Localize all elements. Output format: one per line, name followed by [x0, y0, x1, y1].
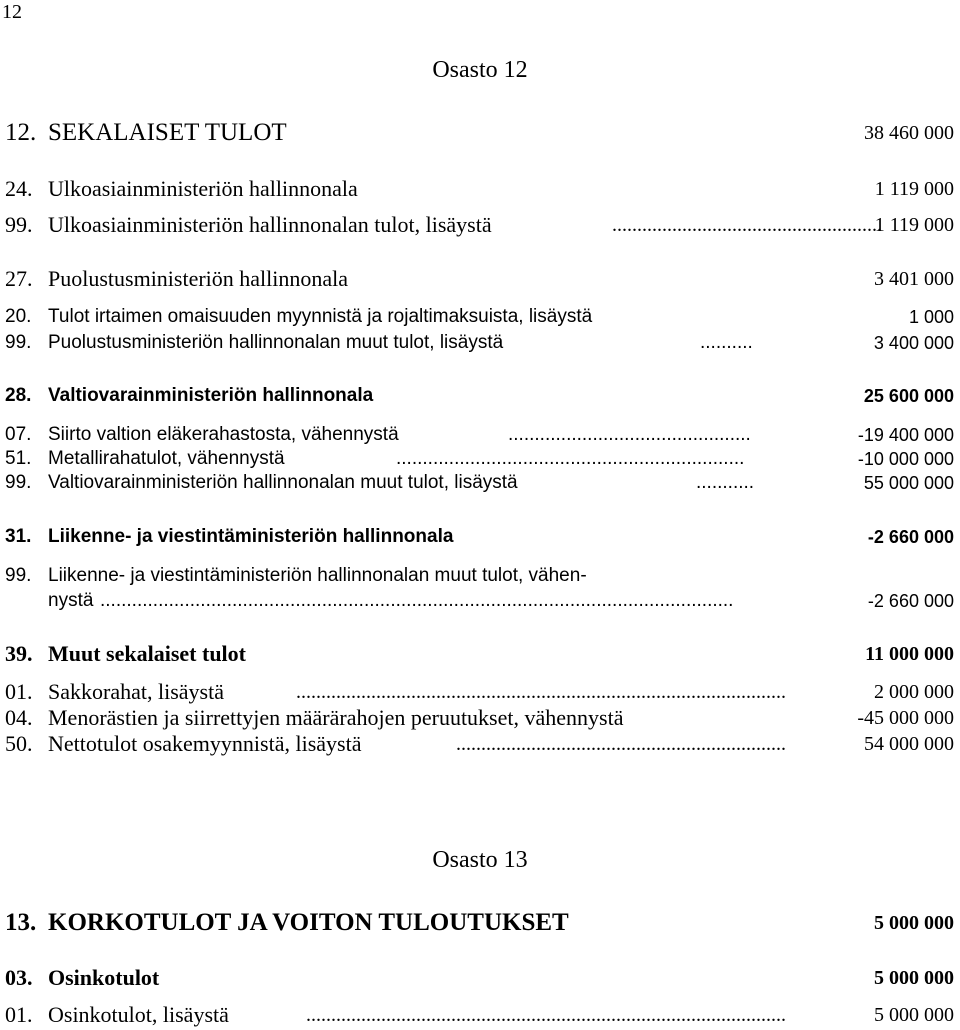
group-number: 27.: [5, 266, 33, 291]
item-label: Valtiovarainministeriön hallinnonalan muut tulot, lisäystä: [48, 472, 518, 493]
item-label: Metallirahatulot, vähennystä: [48, 448, 285, 469]
leader-dots: ......................................................: [612, 214, 882, 236]
item-row: [0, 212, 960, 238]
group-row: [0, 965, 960, 991]
item-amount: -19 400 000: [857, 425, 954, 445]
main-title-label: SEKALAISET TULOT: [48, 119, 287, 146]
item-number: 50.: [5, 731, 33, 756]
leader-dots: ..................................................................: [456, 733, 786, 755]
group-amount: 1 119 000: [874, 178, 954, 200]
group-number: 31.: [5, 526, 32, 547]
item-amount: 5 000 000: [874, 1004, 954, 1026]
group-row: [0, 524, 960, 550]
item-amount: 1 000: [908, 307, 954, 327]
item-row: [0, 446, 960, 472]
leader-dots: ..................................................................: [396, 448, 745, 469]
item-label: Nettotulot osakemyynnistä, lisäystä: [48, 731, 362, 756]
item-amount: -45 000 000: [857, 707, 954, 729]
group-label: Muut sekalaiset tulot: [48, 641, 246, 666]
leader-dots: ..............................................: [508, 424, 751, 445]
main-title-amount: 38 460 000: [864, 122, 954, 144]
main-title-row: [0, 910, 960, 936]
group-number: 39.: [5, 641, 33, 666]
item-label: Puolustusministeriön hallinnonalan muut tulot, lisäystä: [48, 332, 504, 353]
item-row: [0, 705, 960, 731]
item-row: [0, 330, 960, 356]
item-number: 99.: [5, 472, 32, 493]
item-label: Liikenne- ja viestintäministeriön hallinnonalan muut tulot, vähen-: [48, 565, 587, 586]
item-amount: -2 660 000: [867, 591, 954, 611]
group-label: Osinkotulot: [48, 965, 160, 990]
section-heading: Osasto 13: [432, 847, 528, 873]
leader-dots: ........................................................................................................................: [100, 590, 734, 611]
item-row: [0, 563, 960, 589]
leader-dots: ...........: [696, 472, 755, 493]
item-number: 20.: [5, 306, 32, 327]
main-title-label: KORKOTULOT JA VOITON TULOUTUKSET: [48, 909, 569, 936]
item-label: Menorästien ja siirrettyjen määrärahojen peruutukset, vähennystä: [48, 705, 624, 730]
item-row: [0, 731, 960, 757]
item-row: [0, 1002, 960, 1028]
item-number: 51.: [5, 448, 32, 469]
item-number: 99.: [5, 212, 33, 237]
leader-dots: ..................................................................................................: [296, 681, 786, 703]
item-number: 99.: [5, 565, 32, 586]
item-label: Osinkotulot, lisäystä: [48, 1002, 229, 1027]
item-number: 07.: [5, 424, 32, 445]
group-number: 28.: [5, 385, 32, 406]
main-title-number: 12.: [5, 119, 37, 146]
item-amount: 2 000 000: [874, 681, 954, 703]
group-row: [0, 266, 960, 292]
item-row: [0, 679, 960, 705]
item-amount: 54 000 000: [864, 733, 954, 755]
item-amount: 3 400 000: [873, 333, 954, 353]
section-heading: Osasto 12: [432, 57, 528, 83]
group-amount: 3 401 000: [874, 268, 954, 290]
group-number: 03.: [5, 965, 33, 990]
item-label: Tulot irtaimen omaisuuden myynnistä ja rojaltimaksuista, lisäystä: [48, 306, 593, 327]
item-label: Ulkoasiainministeriön hallinnonalan tulot, lisäystä: [48, 212, 492, 237]
leader-dots: ................................................................................................: [306, 1004, 786, 1026]
item-number: 04.: [5, 705, 33, 730]
group-label: Ulkoasiainministeriön hallinnonala: [48, 176, 358, 201]
item-row: [0, 304, 960, 330]
main-title-number: 13.: [5, 909, 37, 936]
group-amount: -2 660 000: [867, 527, 954, 547]
group-amount: 5 000 000: [874, 967, 954, 989]
group-label: Liikenne- ja viestintäministeriön hallinnonala: [48, 526, 454, 547]
group-label: Valtiovarainministeriön hallinnonala: [48, 385, 374, 406]
main-title-amount: 5 000 000: [874, 912, 954, 934]
group-row: [0, 641, 960, 667]
group-row: [0, 383, 960, 409]
item-amount: 1 119 000: [874, 214, 954, 236]
item-row: [0, 422, 960, 448]
item-row: [0, 470, 960, 496]
item-number: 01.: [5, 1002, 33, 1027]
leader-dots: ..........: [700, 332, 753, 353]
item-amount: 55 000 000: [863, 473, 954, 493]
item-label: Siirto valtion eläkerahastosta, vähennystä: [48, 424, 399, 445]
main-title-row: [0, 120, 960, 146]
item-label-continued: nystä: [48, 590, 94, 611]
item-label: Sakkorahat, lisäystä: [48, 679, 224, 704]
item-number: 99.: [5, 332, 32, 353]
group-label: Puolustusministeriön hallinnonala: [48, 266, 349, 291]
group-amount: 25 600 000: [863, 386, 954, 406]
item-number: 01.: [5, 679, 33, 704]
group-amount: 11 000 000: [865, 643, 954, 665]
group-row: [0, 176, 960, 202]
page-number: 12: [2, 1, 22, 23]
group-number: 24.: [5, 176, 33, 201]
item-row-continued: [0, 588, 960, 614]
item-amount: -10 000 000: [857, 449, 954, 469]
